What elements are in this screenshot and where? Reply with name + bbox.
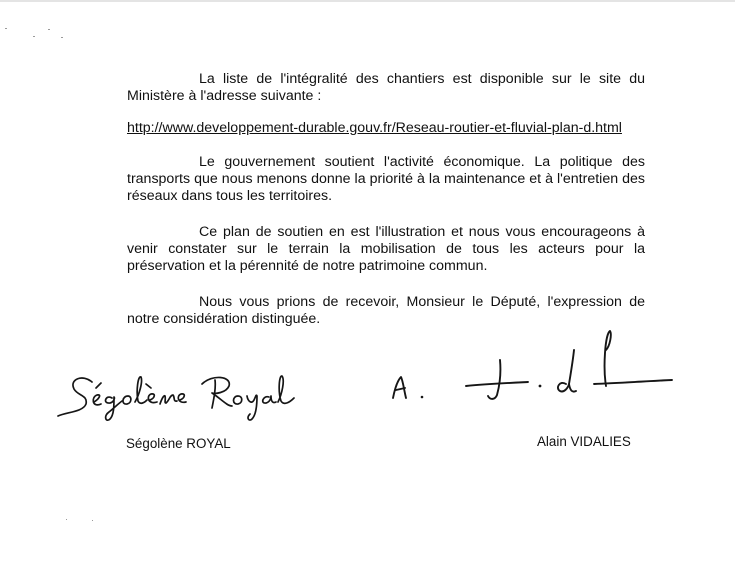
url-line bbox=[127, 120, 645, 137]
paragraph-plan-soutien: Ce plan de soutien en est l'illustration et nous vous encourageons à venir constater sur le terrain la mobilisation de tous les acteurs pour la préservation et la pérennité de notre patrimoine commun. bbox=[127, 224, 645, 274]
paragraph-chantiers: La liste de l'intégralité des chantiers est disponible sur le site du Ministère à l'adresse suivante : bbox=[127, 71, 645, 104]
scan-speck bbox=[48, 29, 50, 30]
scan-speck bbox=[5, 28, 7, 29]
paragraph-gouvernement: Le gouvernement soutient l'activité économique. La politique des transports que nous menons donne la priorité à la maintenance et à l'entretien des réseaux dans tous les territoires. bbox=[127, 154, 645, 204]
scan-speck bbox=[92, 520, 93, 521]
page-top-edge bbox=[0, 0, 735, 2]
scan-speck bbox=[66, 519, 67, 520]
signatory-name-royal: Ségolène ROYAL bbox=[126, 436, 231, 451]
signature-royal bbox=[52, 368, 308, 424]
scan-speck bbox=[33, 36, 35, 37]
scan-speck bbox=[61, 37, 63, 38]
signatory-name-vidalies: Alain VIDALIES bbox=[537, 434, 631, 449]
paragraph-salutation: Nous vous prions de recevoir, Monsieur le Député, l'expression de notre considération distinguée. bbox=[127, 294, 645, 327]
letter-body bbox=[127, 71, 645, 328]
signature-vidalies bbox=[388, 328, 678, 404]
ministry-url-link[interactable]: http://www.developpement-durable.gouv.fr/Reseau-routier-et-fluvial-plan-d.html bbox=[127, 120, 622, 136]
